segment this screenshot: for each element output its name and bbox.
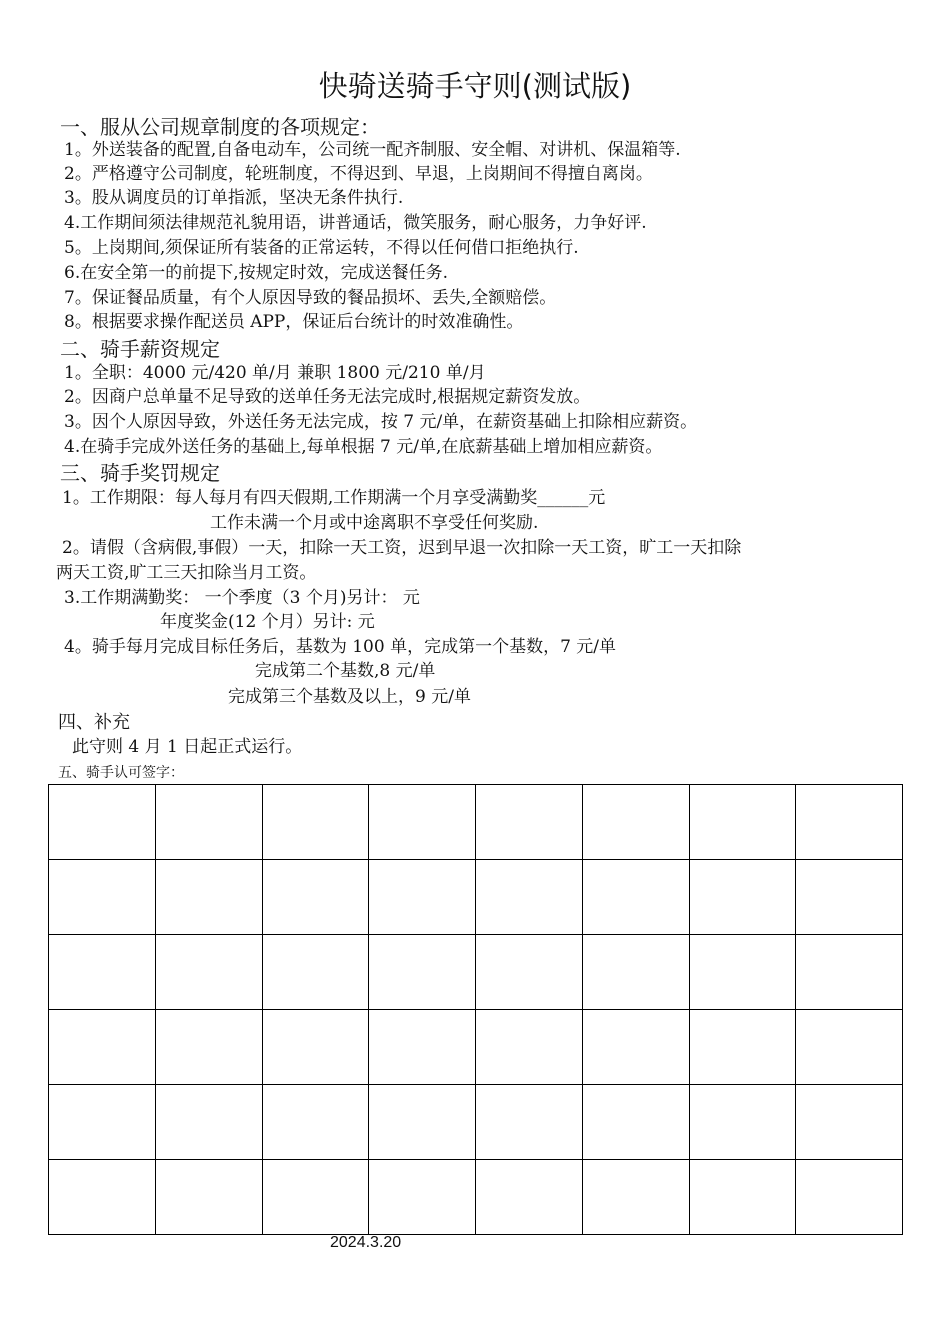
signature-cell[interactable] <box>689 785 796 860</box>
signature-cell[interactable] <box>155 785 262 860</box>
signature-cell[interactable] <box>796 1085 903 1160</box>
list-item: 3.工作期满勤奖： 一个季度（3 个月)另计： 元 <box>64 588 420 608</box>
signature-cell[interactable] <box>796 860 903 935</box>
section-5-heading: 五、骑手认可签字： <box>58 765 184 781</box>
signature-cell[interactable] <box>582 1010 689 1085</box>
list-item: 4。骑手每月完成目标任务后，基数为 100 单，完成第一个基数，7 元/单 <box>64 637 617 657</box>
list-item: 两天工资,旷工三天扣除当月工资。 <box>56 563 317 583</box>
list-item: 2。请假（含病假,事假）一天，扣除一天工资，迟到早退一次扣除一天工资，旷工一天扣除 <box>62 538 742 558</box>
signature-cell[interactable] <box>369 860 476 935</box>
signature-cell[interactable] <box>155 1160 262 1235</box>
signature-cell[interactable] <box>582 785 689 860</box>
signature-cell[interactable] <box>262 1085 369 1160</box>
list-item: 1。外送装备的配置,自备电动车，公司统一配齐制服、安全帽、对讲机、保温箱等. <box>64 140 681 160</box>
signature-cell[interactable] <box>262 1160 369 1235</box>
list-item: 工作未满一个月或中途离职不享受任何奖励. <box>210 513 539 533</box>
signature-cell[interactable] <box>49 1085 156 1160</box>
signature-cell[interactable] <box>689 1160 796 1235</box>
signature-cell[interactable] <box>689 1085 796 1160</box>
signature-cell[interactable] <box>476 785 583 860</box>
list-item: 4.工作期间须法律规范礼貌用语，讲普通话，微笑服务，耐心服务，力争好评. <box>64 213 647 233</box>
list-item: 完成第三个基数及以上，9 元/单 <box>228 687 471 707</box>
signature-cell[interactable] <box>49 1160 156 1235</box>
signature-cell[interactable] <box>796 1010 903 1085</box>
signature-cell[interactable] <box>582 935 689 1010</box>
signature-cell[interactable] <box>155 1085 262 1160</box>
signature-cell[interactable] <box>262 935 369 1010</box>
section-1-heading: 一、服从公司规章制度的各项规定： <box>60 115 380 139</box>
list-item: 8。根据要求操作配送员 APP，保证后台统计的时效准确性。 <box>64 312 524 332</box>
list-item: 2。严格遵守公司制度，轮班制度，不得迟到、早退，上岗期间不得擅自离岗。 <box>64 164 653 184</box>
table-row <box>49 935 903 1010</box>
list-item: 5。上岗期间,须保证所有装备的正常运转，不得以任何借口拒绝执行. <box>64 238 579 258</box>
signature-cell[interactable] <box>49 785 156 860</box>
table-row <box>49 785 903 860</box>
signature-cell[interactable] <box>689 1010 796 1085</box>
signature-cell[interactable] <box>262 785 369 860</box>
signature-cell[interactable] <box>369 785 476 860</box>
list-item: 完成第二个基数,8 元/单 <box>255 661 436 681</box>
signature-cell[interactable] <box>49 1010 156 1085</box>
signature-cell[interactable] <box>155 935 262 1010</box>
signature-cell[interactable] <box>476 1160 583 1235</box>
list-item: 1。全职：4000 元/420 单/月 兼职 1800 元/210 单/月 <box>64 363 486 383</box>
document-date: 2024.3.20 <box>330 1234 402 1251</box>
list-item: 3。股从调度员的订单指派，坚决无条件执行. <box>64 188 404 208</box>
section-3-heading: 三、骑手奖罚规定 <box>60 461 220 485</box>
page-title: 快骑送骑手守则(测试版) <box>318 69 632 103</box>
signature-cell[interactable] <box>476 860 583 935</box>
signature-cell[interactable] <box>476 935 583 1010</box>
signature-cell[interactable] <box>582 860 689 935</box>
section-2-heading: 二、骑手薪资规定 <box>60 337 220 361</box>
signature-cell[interactable] <box>689 935 796 1010</box>
signature-cell[interactable] <box>369 1010 476 1085</box>
signature-cell[interactable] <box>262 1010 369 1085</box>
signature-cell[interactable] <box>369 1160 476 1235</box>
signature-cell[interactable] <box>796 1160 903 1235</box>
signature-cell[interactable] <box>796 785 903 860</box>
list-item: 年度奖金(12 个月）另计: 元 <box>160 612 375 632</box>
signature-cell[interactable] <box>155 860 262 935</box>
table-row <box>49 1160 903 1235</box>
list-item: 6.在安全第一的前提下,按规定时效，完成送餐任务. <box>64 263 449 283</box>
signature-cell[interactable] <box>582 1085 689 1160</box>
table-row <box>49 860 903 935</box>
list-item: 2。因商户总单量不足导致的送单任务无法完成时,根据规定薪资发放。 <box>64 387 591 407</box>
signature-cell[interactable] <box>476 1010 583 1085</box>
signature-cell[interactable] <box>582 1160 689 1235</box>
signature-cell[interactable] <box>476 1085 583 1160</box>
signature-cell[interactable] <box>49 935 156 1010</box>
table-row <box>49 1085 903 1160</box>
list-item: 1。工作期限：每人每月有四天假期,工作期满一个月享受满勤奖______元 <box>62 488 606 508</box>
list-item: 4.在骑手完成外送任务的基础上,每单根据 7 元/单,在底薪基础上增加相应薪资。 <box>64 437 663 457</box>
signature-cell[interactable] <box>369 1085 476 1160</box>
signature-cell[interactable] <box>796 935 903 1010</box>
list-item: 3。因个人原因导致，外送任务无法完成，按 7 元/单，在薪资基础上扣除相应薪资。 <box>64 412 698 432</box>
section-4-heading: 四、补充 <box>58 712 130 733</box>
signature-cell[interactable] <box>689 860 796 935</box>
signature-cell[interactable] <box>262 860 369 935</box>
signature-cell[interactable] <box>155 1010 262 1085</box>
section-4-text: 此守则 4 月 1 日起正式运行。 <box>72 737 303 757</box>
signature-cell[interactable] <box>49 860 156 935</box>
list-item: 7。保证餐品质量，有个人原因导致的餐品损坏、丢失,全额赔偿。 <box>64 288 557 308</box>
signature-cell[interactable] <box>369 935 476 1010</box>
signature-table <box>48 784 903 1235</box>
table-row <box>49 1010 903 1085</box>
